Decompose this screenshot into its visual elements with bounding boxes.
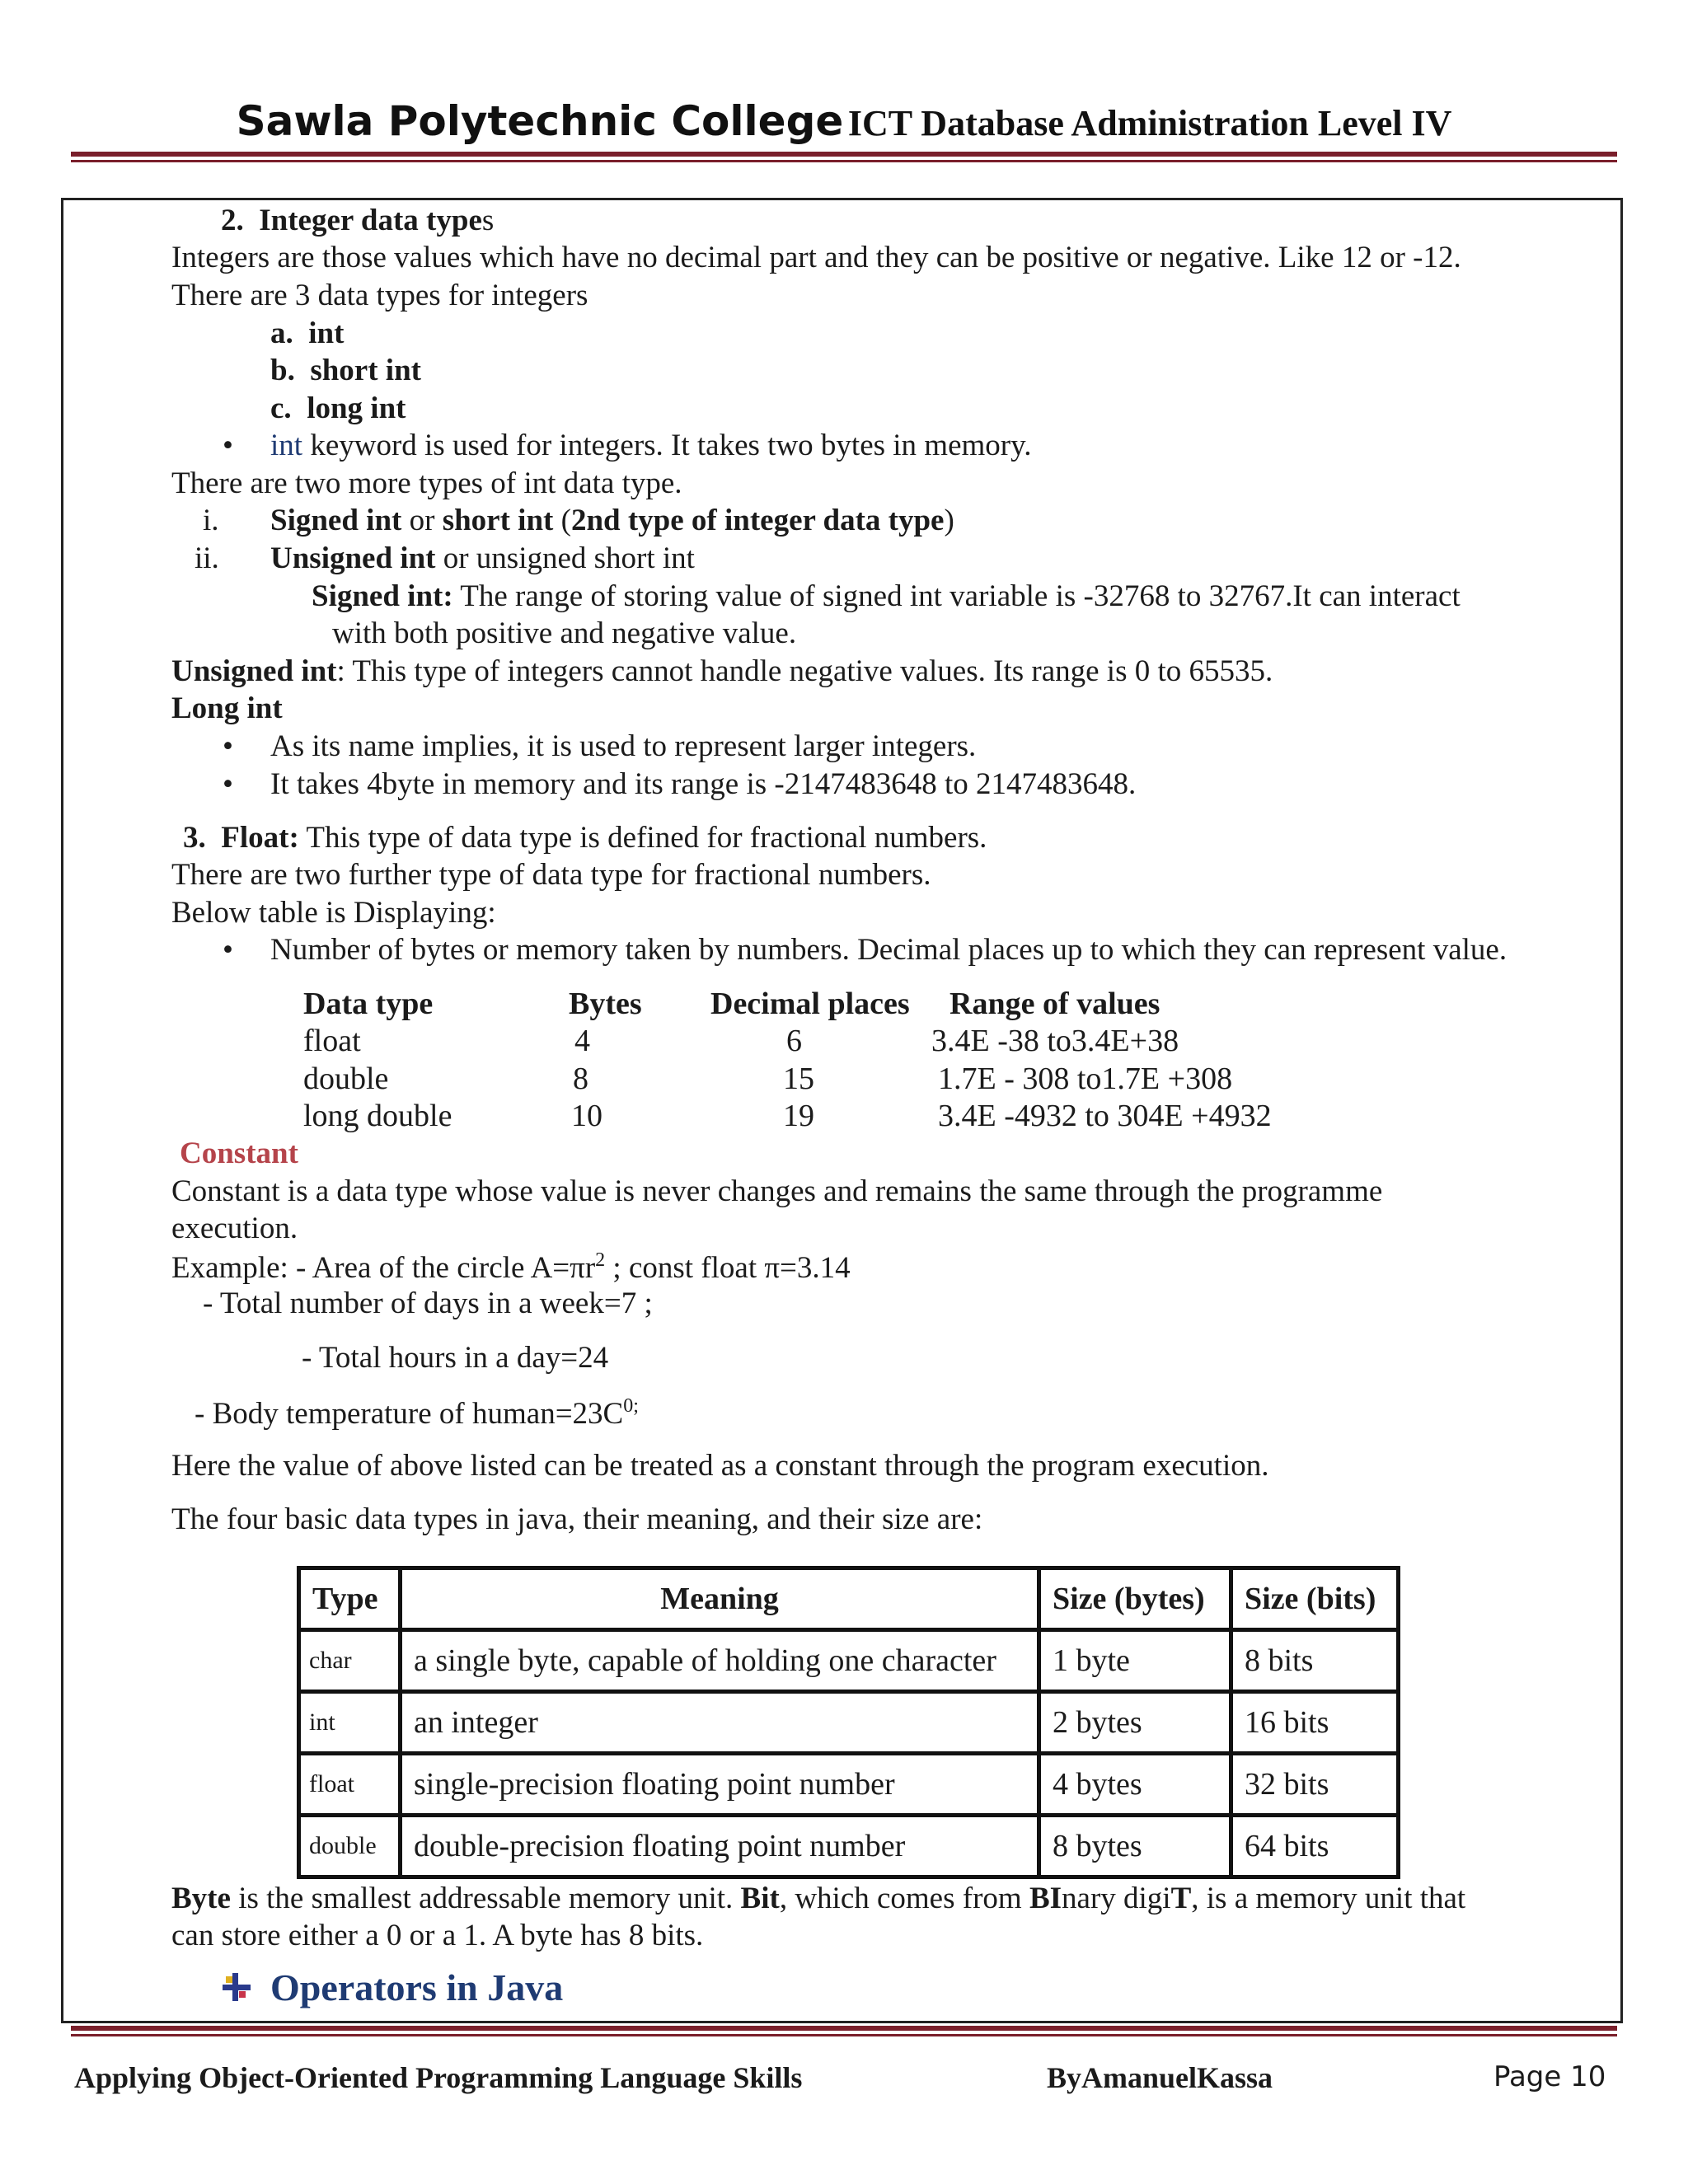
table-cell: 8 xyxy=(573,1062,588,1096)
section-integer-heading: 2. Integer data types xyxy=(221,204,495,237)
table-cell: 1.7E - 308 to1.7E +308 xyxy=(938,1062,1233,1096)
table-header: Bytes xyxy=(569,987,642,1021)
table-cell: 4 bytes xyxy=(1039,1754,1231,1816)
table-header: Size (bytes) xyxy=(1039,1568,1231,1630)
paragraph: Constant is a data type whose value is never changes and remains the same through the programme xyxy=(171,1174,1383,1208)
table-cell: 1 byte xyxy=(1039,1630,1231,1692)
table-cell: 4 xyxy=(574,1024,590,1058)
page-number: Page 10 xyxy=(1493,2060,1606,2093)
table-cell: int xyxy=(299,1692,401,1754)
bullet-icon: • xyxy=(223,767,233,801)
header-rule xyxy=(71,152,1617,157)
table-header: Meaning xyxy=(401,1568,1039,1630)
page-header xyxy=(0,97,1688,145)
paragraph: The four basic data types in java, their meaning, and their size are: xyxy=(171,1502,983,1536)
java-types-table xyxy=(297,1566,1400,1879)
paragraph: There are two more types of int data type. xyxy=(171,466,682,500)
table-cell: double xyxy=(299,1816,401,1877)
table-cell: long double xyxy=(303,1099,452,1133)
paragraph: Integers are those values which have no decimal part and they can be positive or negative. Like 12 or -12. xyxy=(171,241,1461,274)
table-cell: 10 xyxy=(571,1099,603,1133)
footer-rule-thin xyxy=(71,2034,1617,2036)
table-cell: double-precision floating point number xyxy=(401,1816,1039,1877)
list-item: c. long int xyxy=(270,391,406,425)
table-row xyxy=(299,1754,1399,1816)
table-row xyxy=(299,1692,1399,1754)
table-cell: double xyxy=(303,1062,389,1096)
table-cell: a single byte, capable of holding one character xyxy=(401,1630,1039,1692)
subheading: Long int xyxy=(171,691,283,725)
example-line: Example: - Area of the circle $A=\pi r^2$ ; const float π=3.14 xyxy=(171,1249,851,1285)
bullet-item: It takes 4byte in memory and its range is -2147483648 to 2147483648. xyxy=(270,767,1137,801)
footer-rule xyxy=(71,2026,1617,2031)
table-cell: 8 bits xyxy=(1231,1630,1399,1692)
table-row xyxy=(299,1630,1399,1692)
program-name: ICT Database Administration Level IV xyxy=(847,103,1452,143)
list-item: b. short int xyxy=(270,354,421,387)
list-item: a. int xyxy=(270,316,345,350)
table-cell: 2 bytes xyxy=(1039,1692,1231,1754)
example-line: - Total number of days in a week=7 ; xyxy=(203,1286,653,1320)
table-cell: float xyxy=(299,1754,401,1816)
paragraph: Here the value of above listed can be treated as a constant through the program execution. xyxy=(171,1449,1269,1483)
table-header: Type xyxy=(299,1568,401,1630)
footer-course: Applying Object-Oriented Programming Language Skills xyxy=(74,2061,803,2094)
roman-marker: i. xyxy=(203,504,219,537)
table-cell: 6 xyxy=(786,1024,802,1058)
paragraph: Unsigned int: This type of integers cannot handle negative values. Its range is 0 to 65535. xyxy=(171,654,1273,688)
footer-author: ByAmanuelKassa xyxy=(1047,2061,1273,2094)
table-header: Size (bits) xyxy=(1231,1568,1399,1630)
table-row xyxy=(299,1816,1399,1877)
table-cell: 3.4E -38 to3.4E+38 xyxy=(931,1024,1179,1058)
constant-heading: Constant xyxy=(180,1137,298,1170)
table-cell: 64 bits xyxy=(1231,1816,1399,1877)
paragraph: There are two further type of data type for fractional numbers. xyxy=(171,858,931,892)
roman-marker: ii. xyxy=(195,541,219,575)
example-line: - Total hours in a day=24 xyxy=(302,1341,609,1375)
list-item: Unsigned int or unsigned short int xyxy=(270,541,695,575)
bullet-cross-icon xyxy=(221,1971,254,2004)
bullet-item: Number of bytes or memory taken by numbers. Decimal places up to which they can represent value. xyxy=(270,933,1507,967)
paragraph: Byte is the smallest addressable memory unit. Bit, which comes from BInary digiT, is a memory unit that xyxy=(171,1882,1466,1915)
paragraph: Below table is Displaying: xyxy=(171,896,496,930)
bullet-icon: • xyxy=(223,729,233,763)
operators-heading: Operators in Java xyxy=(270,1966,564,2008)
paragraph: There are 3 data types for integers xyxy=(171,279,588,312)
table-header: Decimal places xyxy=(710,987,910,1021)
table-cell: an integer xyxy=(401,1692,1039,1754)
bullet-icon: • xyxy=(223,933,233,967)
table-cell: char xyxy=(299,1630,401,1692)
list-item: Signed int or short int (2nd type of integer data type) xyxy=(270,504,954,537)
table-cell: float xyxy=(303,1024,361,1058)
college-name: Sawla Polytechnic College xyxy=(236,97,844,145)
table-cell: 16 bits xyxy=(1231,1692,1399,1754)
bullet-item: int keyword is used for integers. It takes two bytes in memory. xyxy=(270,429,1032,462)
table-header: Data type xyxy=(303,987,434,1021)
table-header-row xyxy=(299,1568,1399,1630)
paragraph: Signed int: The range of storing value of signed int variable is -32768 to 32767.It can interact xyxy=(312,579,1461,613)
table-cell: 15 xyxy=(783,1062,814,1096)
header-rule-thin xyxy=(71,160,1617,162)
paragraph: with both positive and negative value. xyxy=(332,616,797,650)
paragraph: can store either a 0 or a 1. A byte has 8 bits. xyxy=(171,1919,704,1952)
paragraph: execution. xyxy=(171,1212,298,1245)
section-float-heading: 3. Float: This type of data type is defined for fractional numbers. xyxy=(183,821,987,855)
table-cell: 8 bytes xyxy=(1039,1816,1231,1877)
example-line: - Body temperature of $human=23C^{0;}$ xyxy=(195,1395,639,1431)
bullet-icon: • xyxy=(223,429,233,462)
table-cell: 32 bits xyxy=(1231,1754,1399,1816)
table-cell: 3.4E -4932 to 304E +4932 xyxy=(938,1099,1272,1133)
bullet-item: As its name implies, it is used to represent larger integers. xyxy=(270,729,977,763)
table-cell: single-precision floating point number xyxy=(401,1754,1039,1816)
table-header: Range of values xyxy=(950,987,1160,1021)
table-cell: 19 xyxy=(783,1099,814,1133)
